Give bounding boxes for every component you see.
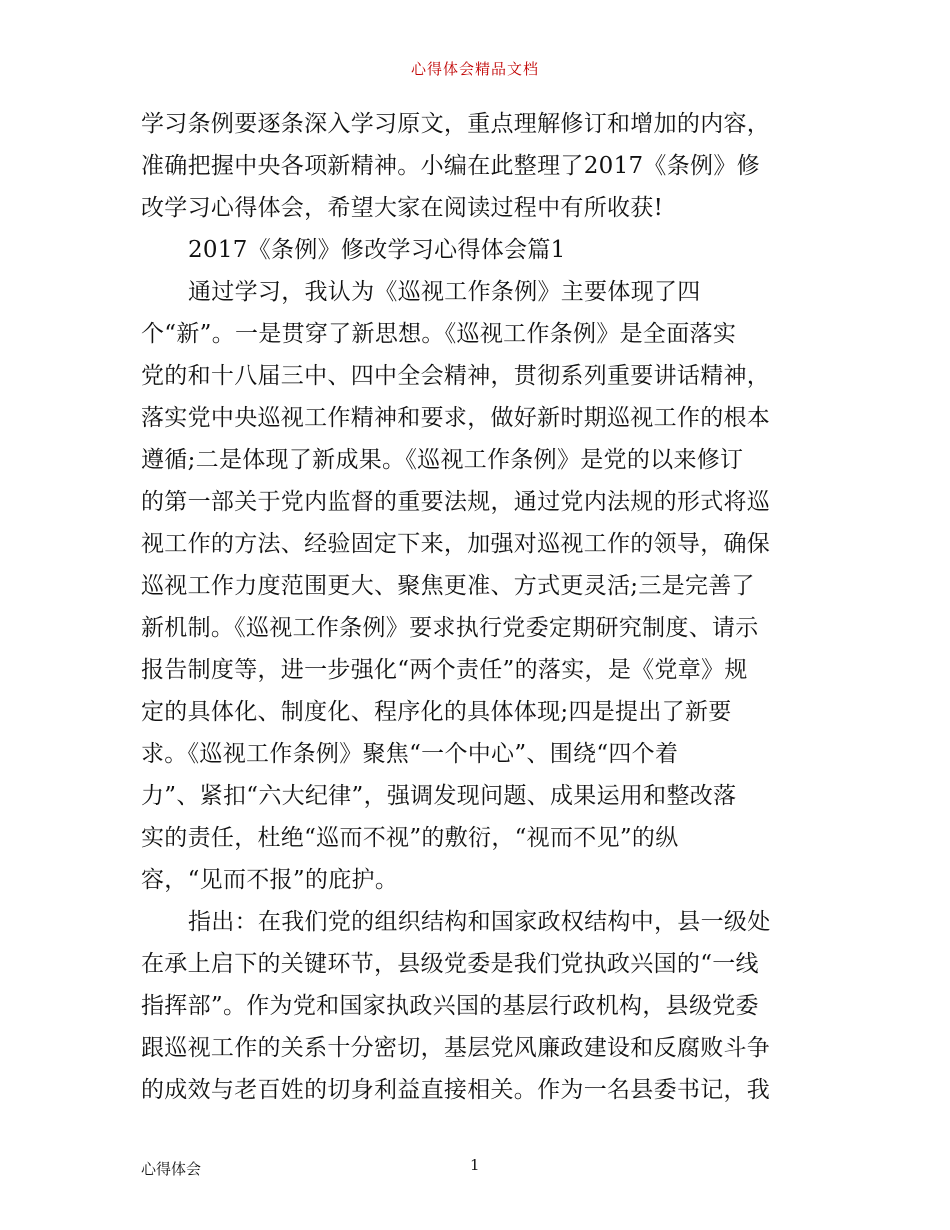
body-line: 学习条例要逐条深入学习原文，重点理解修订和增加的内容， (141, 111, 771, 137)
body-line: 定的具体化、制度化、程序化的具体体现;四是提出了新要 (141, 699, 732, 725)
document-body (141, 103, 817, 1111)
body-line: 的成效与老百姓的切身利益直接相关。作为一名县委书记，我 (141, 1077, 771, 1103)
document-header: 心得体会精品文档 (410, 60, 539, 78)
page-number: 1 (470, 1156, 480, 1174)
body-line: 指挥部”。作为党和国家执政兴国的基层行政机构，县级党委 (141, 993, 759, 1019)
body-line: 巡视工作力度范围更大、聚焦更准、方式更灵活;三是完善了 (141, 573, 755, 599)
body-line: 容，“见而不报”的庇护。 (141, 867, 399, 893)
body-line: 跟巡视工作的关系十分密切，基层党风廉政建设和反腐败斗争 (141, 1035, 771, 1061)
body-line: 遵循;二是体现了新成果。《巡视工作条例》是党的以来修订 (141, 447, 744, 473)
body-line: 落实党中央巡视工作精神和要求，做好新时期巡视工作的根本 (141, 405, 771, 431)
body-line: 实的责任，杜绝“巡而不视”的敷衍，“视而不见”的纵 (141, 825, 679, 851)
body-line: 报告制度等，进一步强化“两个责任”的落实，是《党章》规 (141, 657, 748, 683)
body-line: 2017《条例》修改学习心得体会篇1 (188, 237, 566, 263)
footer-label: 心得体会 (141, 1160, 202, 1178)
body-line: 通过学习，我认为《巡视工作条例》主要体现了四 (188, 279, 701, 305)
body-line: 视工作的方法、经验固定下来，加强对巡视工作的领导，确保 (141, 531, 771, 557)
body-line: 求。《巡视工作条例》聚焦“一个中心”、围绕“四个着 (141, 741, 679, 767)
body-line: 的第一部关于党内监督的重要法规，通过党内法规的形式将巡 (141, 489, 771, 515)
body-line: 新机制。《巡视工作条例》要求执行党委定期研究制度、请示 (141, 615, 759, 641)
body-line: 在承上启下的关键环节，县级党委是我们党执政兴国的“一线 (141, 951, 759, 977)
body-line: 指出：在我们党的组织结构和国家政权结构中，县一级处 (188, 909, 771, 935)
body-line: 力”、紧扣“六大纪律”，强调发现问题、成果运用和整改落 (141, 783, 737, 809)
body-line: 准确把握中央各项新精神。小编在此整理了2017《条例》修 (141, 153, 760, 179)
body-line: 改学习心得体会，希望大家在阅读过程中有所收获! (141, 195, 664, 221)
body-line: 个“新”。一是贯穿了新思想。《巡视工作条例》是全面落实 (141, 321, 737, 347)
body-line: 党的和十八届三中、四中全会精神，贯彻系列重要讲话精神， (141, 363, 771, 389)
